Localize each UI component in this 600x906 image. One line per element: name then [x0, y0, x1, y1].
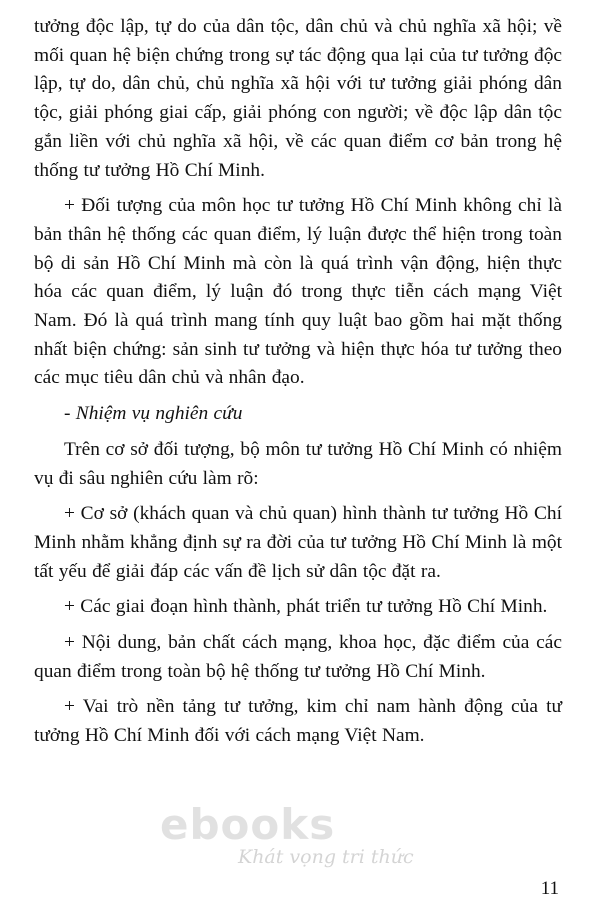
watermark-brand: ebooks — [160, 800, 336, 849]
page-body — [34, 13, 562, 758]
list-item-development-stages: + Các giai đoạn hình thành, phát triển tư tưởng Hồ Chí Minh. — [64, 596, 548, 618]
paragraph-continuation: tưởng độc lập, tự do của dân tộc, dân chủ và chủ nghĩa xã hội; về mối quan hệ biện chứng trong sự tác động qua lại của tư tưởng độc lập, tự do, dân chủ, chủ nghĩa xã hội với tư tưởng giải phóng dân tộc, giải phóng giai cấp, giải phóng con người; về độc lập dân tộc gắn liền với chủ nghĩa xã hội, về các quan điểm cơ bản trong hệ thống tư tưởng Hồ Chí Minh. — [34, 16, 562, 181]
paragraph-research-tasks-intro: Trên cơ sở đối tượng, bộ môn tư tưởng Hồ Chí Minh có nhiệm vụ đi sâu nghiên cứu làm rõ: — [34, 438, 562, 489]
watermark-tagline: Khát vọng tri thức — [238, 846, 414, 868]
list-item-content-nature: + Nội dung, bản chất cách mạng, khoa học, đặc điểm của các quan điểm trong toàn bộ hệ thống tư tưởng Hồ Chí Minh. — [34, 632, 562, 682]
section-heading-research-tasks: - Nhiệm vụ nghiên cứu — [64, 403, 243, 425]
list-item-foundations: + Cơ sở (khách quan và chủ quan) hình thành tư tưởng Hồ Chí Minh nhằm khẳng định sự ra đời của tư tưởng Hồ Chí Minh là một tất yếu để giải đáp các vấn đề lịch sử dân tộc đặt ra. — [34, 503, 562, 582]
list-item-role: + Vai trò nền tảng tư tưởng, kim chỉ nam hành động của tư tưởng Hồ Chí Minh đối với cách mạng Việt Nam. — [34, 696, 562, 747]
paragraph-object-of-study: + Đối tượng của môn học tư tưởng Hồ Chí Minh không chỉ là bản thân hệ thống các quan điểm, lý luận được thể hiện trong toàn bộ di sản Hồ Chí Minh mà còn là quá trình vận động, hiện thực hóa các quan điểm, lý luận đó trong thực tiễn cách mạng Việt Nam. Đó là quá trình mang tính quy luật bao gồm hai mặt thống nhất biện chứng: sản sinh tư tưởng và hiện thực hóa tư tưởng theo các mục tiêu dân chủ và nhân đạo. — [34, 195, 562, 389]
page-number: 11 — [540, 878, 559, 899]
